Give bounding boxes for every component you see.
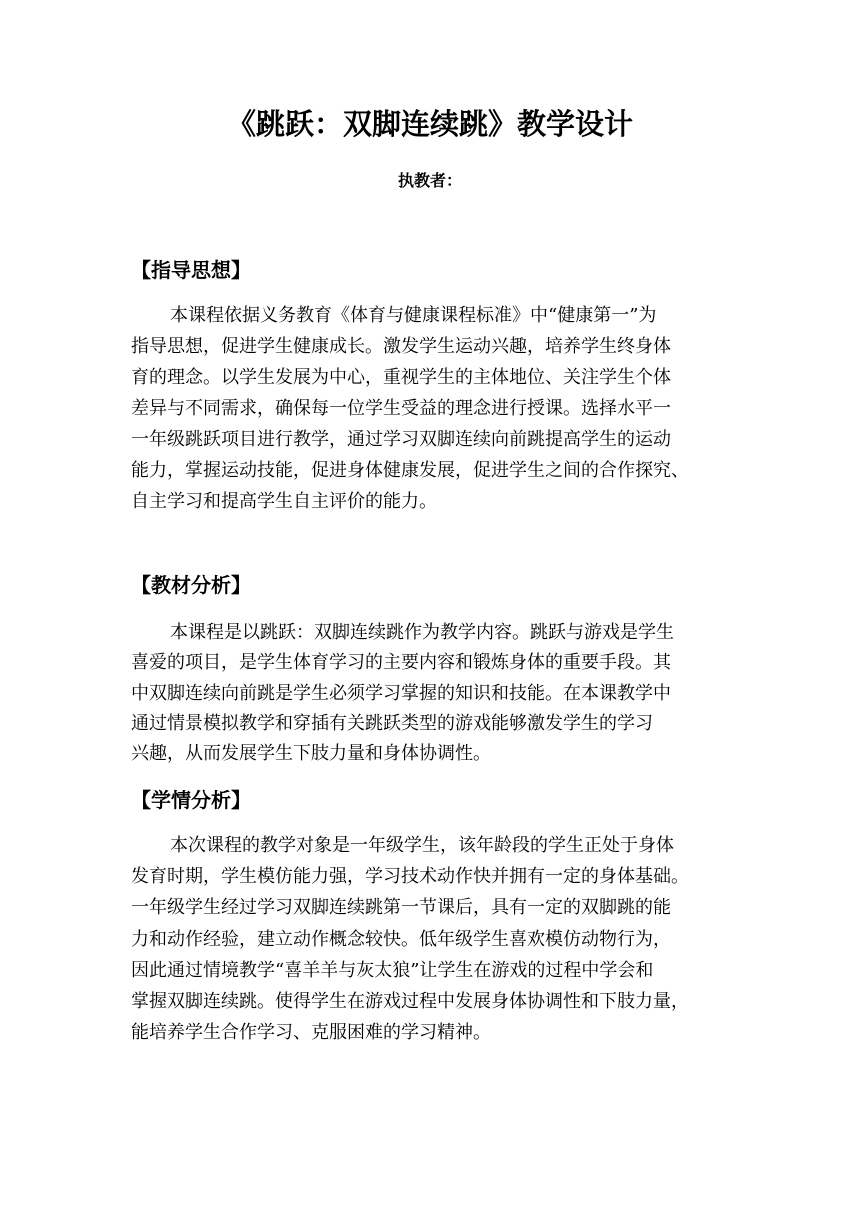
section-heading-material-analysis: 【教材分析】 xyxy=(131,573,251,597)
paragraph-line: 一年级跳跃项目进行教学，通过学习双脚连续向前跳提高学生的运动 xyxy=(131,429,671,450)
paragraph-line: 差异与不同需求，确保每一位学生受益的理念进行授课。选择水平一 xyxy=(131,398,671,419)
paragraph-line: 本课程是以跳跃：双脚连续跳作为教学内容。跳跃与游戏是学生 xyxy=(170,622,674,643)
document-title: 《跳跃：双脚连续跳》教学设计 xyxy=(226,107,633,141)
paragraph-line: 因此通过情境教学“喜羊羊与灰太狼”让学生在游戏的过程中学会和 xyxy=(131,960,654,981)
paragraph-line: 中双脚连续向前跳是学生必须学习掌握的知识和技能。在本课教学中 xyxy=(131,683,671,704)
paragraph-line: 通过情景模拟教学和穿插有关跳跃类型的游戏能够激发学生的学习 xyxy=(131,713,653,734)
paragraph-line: 力和动作经验，建立动作概念较快。低年级学生喜欢模仿动物行为， xyxy=(131,929,671,950)
section-heading-guiding-ideology: 【指导思想】 xyxy=(131,258,251,282)
paragraph-line: 本课程依据义务教育《体育与健康课程标准》中“健康第一”为 xyxy=(170,305,657,326)
paragraph-line: 兴趣，从而发展学生下肢力量和身体协调性。 xyxy=(131,743,491,764)
paragraph-line: 能培养学生合作学习、克服困难的学习精神。 xyxy=(131,1022,491,1043)
paragraph-line: 育的理念。以学生发展为中心，重视学生的主体地位、关注学生个体 xyxy=(131,367,671,388)
author-label: 执教者： xyxy=(397,171,462,190)
paragraph-line: 发育时期，学生模仿能力强，学习技术动作快并拥有一定的身体基础。 xyxy=(131,866,689,887)
paragraph-line: 本次课程的教学对象是一年级学生，该年龄段的学生正处于身体 xyxy=(170,835,674,856)
paragraph-line: 喜爱的项目，是学生体育学习的主要内容和锻炼身体的重要手段。其 xyxy=(131,652,671,673)
paragraph-line: 能力，掌握运动技能，促进身体健康发展，促进学生之间的合作探究、 xyxy=(131,460,689,481)
paragraph-line: 自主学习和提高学生自主评价的能力。 xyxy=(131,491,437,512)
paragraph-line: 掌握双脚连续跳。使得学生在游戏过程中发展身体协调性和下肢力量， xyxy=(131,991,689,1012)
section-heading-learner-analysis: 【学情分析】 xyxy=(131,788,251,812)
paragraph-line: 一年级学生经过学习双脚连续跳第一节课后，具有一定的双脚跳的能 xyxy=(131,897,671,918)
paragraph-line: 指导思想，促进学生健康成长。激发学生运动兴趣，培养学生终身体 xyxy=(131,336,671,357)
